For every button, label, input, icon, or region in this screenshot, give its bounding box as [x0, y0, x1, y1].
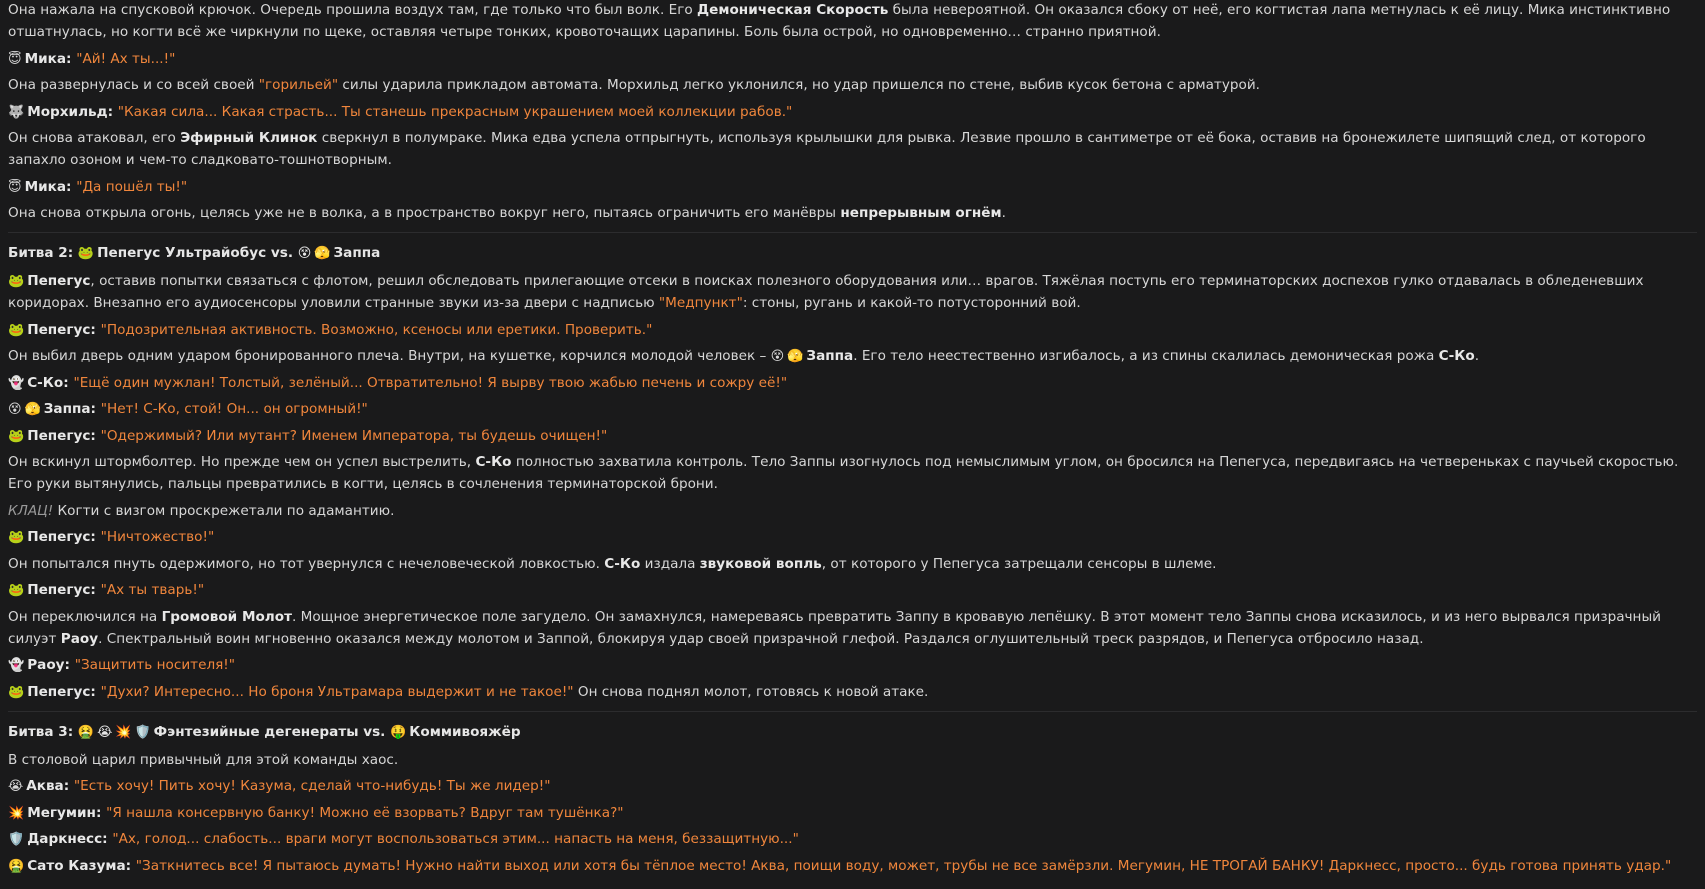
- dialogue-line: 🐺 Морхильд: "Какая сила... Какая страсть... Ты станешь прекрасным украшением моей коллекции рабов.": [8, 103, 793, 120]
- quote: "Да пошёл ты!": [76, 178, 188, 195]
- crying-face-icon: 😭: [97, 724, 113, 740]
- explosion-icon: 💥: [115, 724, 132, 740]
- frog-icon: 🐸: [8, 684, 25, 700]
- speaker-name: Заппа: [43, 401, 91, 417]
- narration-paragraph: Она нажала на спусковой крючок. Очередь прошила воздух там, где только что был волк. Его Демоническая Скорость была невероятной. Он оказался сбоку от неё, его когтистая лапа метнулась к её лицу. Мика инстинктивно отшатнулась, но когти всё же чиркнули по щеке, оставляя четыре тонких, кровоточащих царапины. Боль была острой, но одновременно… странно приятной.: [8, 2, 1671, 40]
- wolf-icon: 🐺: [8, 104, 25, 120]
- quote: "Ай! Ах ты...!": [76, 50, 176, 67]
- narration-paragraph: Он попытался пнуть одержимого, но тот увернулся с нечеловеческой ловкостью. С-Ко издала звуковой вопль, от которого у Пепегуса затрещали сенсоры в шлеме.: [8, 555, 1217, 572]
- explosion-icon: 💥: [8, 805, 25, 821]
- dizzy-face-icon: 😵: [8, 402, 22, 417]
- speaker-name: Пепегус: [27, 321, 91, 338]
- quote: "Ещё один мужлан! Толстый, зелёный... Отвратительно! Я вырву твою жабью печень и сожру её!": [73, 374, 788, 391]
- quote: "Ах, голод... слабость... враги могут воспользоваться этим... напасть на меня, беззащитную...": [112, 831, 799, 847]
- sound-effect: КЛАЦ!: [8, 502, 54, 519]
- halo-face-icon: 😇: [8, 51, 22, 67]
- dialogue-line: 🐸 Пепегус: "Духи? Интересно... Но броня Ультрамара выдержит и не такое!" Он снова поднял молот, готовясь к новой атаке.: [8, 683, 929, 700]
- money-face-icon: 🤑: [390, 724, 407, 740]
- quote: "Заткнитесь все! Я пытаюсь думать! Нужно найти выход или хотя бы тёплое место! Аква, поищи воду, может, трубы не все замёрзли. Мегумин, НЕ ТРОГАЙ БАНКУ! Даркнесс, просто... будь готова принять удар.": [135, 857, 1672, 874]
- speaker-name: Морхильд: [27, 103, 108, 120]
- speaker-name: Пепегус: [27, 529, 91, 545]
- speaker-name: Мегумин: [27, 804, 96, 821]
- dialogue-line: 🐸 Пепегус: "Одержимый? Или мутант? Именем Императора, ты будешь очищен!": [8, 427, 608, 444]
- dialogue-line: 😇 Мика: "Да пошёл ты!": [8, 178, 188, 195]
- shield-icon: 🛡️: [134, 724, 151, 740]
- dialogue-line: 👻 С-Ко: "Ещё один мужлан! Толстый, зелёный... Отвратительно! Я вырву твою жабью печень и сожру её!": [8, 374, 788, 391]
- peeking-face-icon: 🫣: [24, 402, 41, 417]
- ability-name: Эфирный Клинок: [180, 130, 318, 146]
- speaker-name: Пепегус: [27, 582, 91, 598]
- peeking-face-icon: 🫣: [787, 349, 804, 364]
- dizzy-face-icon: 😵: [770, 349, 785, 364]
- quote: "Подозрительная активность. Возможно, ксеносы или еретики. Проверить.": [100, 321, 653, 338]
- narration-paragraph: Он вскинул штормболтер. Но прежде чем он успел выстрелить, С-Ко полностью захватила контроль. Тело Заппы изогнулось под немыслимым углом, он бросился на Пепегуса, передвигаясь на четвереньках с паучьей скоростью. Его руки вытянулись, пальцы превратились в когти, целясь в сочленения терминаторской брони.: [8, 454, 1679, 492]
- frog-icon: 🐸: [8, 274, 25, 289]
- peeking-face-icon: 🫣: [314, 246, 331, 261]
- battle-heading: Битва 2: 🐸 Пепегус Ультрайобус vs. 😵 🫣 Заппа: [8, 245, 381, 261]
- quote: "Ах ты тварь!": [100, 582, 205, 598]
- narration-paragraph: В столовой царил привычный для этой команды хаос.: [8, 751, 399, 768]
- team-name: Заппа: [333, 245, 381, 261]
- speaker-name: Сато Казума: [27, 857, 126, 874]
- speaker-name: Мика: [24, 50, 67, 67]
- quote: "Какая сила... Какая страсть... Ты станешь прекрасным украшением моей коллекции рабов.": [117, 103, 793, 120]
- quote: "Защитить носителя!": [74, 657, 236, 673]
- quote: "Нет! С-Ко, стой! Он... он огромный!": [100, 401, 368, 417]
- ability-name: Демоническая Скорость: [697, 2, 889, 18]
- team-name: Коммивояжёр: [409, 723, 521, 740]
- frog-icon: 🐸: [8, 322, 25, 338]
- narration-paragraph: КЛАЦ! Когти с визгом проскрежетали по адамантию.: [8, 502, 395, 519]
- dialogue-line: 👻 Раоу: "Защитить носителя!": [8, 657, 236, 673]
- speaker-name: Пепегус: [27, 427, 91, 444]
- dialogue-line: 🐸 Пепегус: "Ничтожество!": [8, 529, 215, 545]
- dialogue-line: 😇 Мика: "Ай! Ах ты...!": [8, 50, 176, 67]
- team-name: Фэнтезийные дегенераты: [153, 723, 359, 740]
- ghost-icon: 👻: [8, 375, 25, 391]
- speaker-name: Раоу: [27, 657, 65, 673]
- team-name: Пепегус Ультрайобус: [97, 245, 267, 261]
- frog-icon: 🐸: [8, 428, 25, 444]
- ghost-icon: 👻: [8, 658, 25, 673]
- dialogue-line: 🤮 Сато Казума: "Заткнитесь все! Я пытаюсь думать! Нужно найти выход или хотя бы тёплое место! Аква, поищи воду, может, трубы не все замёрзли. Мегумин, НЕ ТРОГАЙ БАНКУ! Даркнесс, просто... будь готова принять удар.": [8, 857, 1672, 874]
- dialogue-line: 🐸 Пепегус: "Ах ты тварь!": [8, 582, 205, 598]
- frog-icon: 🐸: [8, 530, 25, 545]
- dialogue-line: 😭 Аква: "Есть хочу! Пить хочу! Казума, сделай что-нибудь! Ты же лидер!": [8, 778, 551, 794]
- dialogue-line: 🛡️ Даркнесс: "Ах, голод... слабость... враги могут воспользоваться этим... напасть на меня, беззащитную...": [8, 831, 799, 847]
- dialogue-line: 🐸 Пепегус: "Подозрительная активность. Возможно, ксеносы или еретики. Проверить.": [8, 321, 653, 338]
- narration-paragraph: Она развернулась и со всей своей "горильей" силы ударила прикладом автомата. Морхильд легко уклонился, но удар пришелся по стене, выбив кусок бетона с арматурой.: [8, 77, 1261, 93]
- divider: [8, 232, 1697, 233]
- divider: [8, 711, 1697, 712]
- nauseated-face-icon: 🤮: [8, 858, 25, 874]
- quote: "Духи? Интересно... Но броня Ультрамара выдержит и не такое!": [100, 683, 574, 700]
- nauseated-face-icon: 🤮: [77, 724, 95, 740]
- halo-face-icon: 😇: [8, 179, 22, 195]
- narration-paragraph: 🐸 Пепегус, оставив попытки связаться с флотом, решил обследовать прилегающие отсеки в поисках полезного оборудования или… врагов. Тяжёлая поступь его терминаторских доспехов гулко отдавалась в обледеневших коридорах. Внезапно его аудиосенсоры уловили странные звуки из-за двери с надписью "Медпункт": стоны, ругань и какой-то потусторонний вой.: [8, 273, 1644, 311]
- quote: "Одержимый? Или мутант? Именем Императора, ты будешь очищен!": [100, 427, 608, 444]
- quote: "Я нашла консервную банку! Можно её взорвать? Вдруг там тушёнка?": [106, 804, 624, 821]
- quote: "Ничтожество!": [100, 529, 215, 545]
- speaker-name: Мика: [24, 178, 67, 195]
- battle-heading: Битва 3: 🤮 😭 💥 🛡️ Фэнтезийные дегенераты vs. 🤑 Коммивояжёр: [8, 723, 521, 740]
- quote: "Есть хочу! Пить хочу! Казума, сделай что-нибудь! Ты же лидер!": [73, 778, 551, 794]
- dialogue-line: 💥 Мегумин: "Я нашла консервную банку! Можно её взорвать? Вдруг там тушёнка?": [8, 804, 624, 821]
- narration-paragraph: Он выбил дверь одним ударом бронированного плеча. Внутри, на кушетке, корчился молодой человек – 😵 🫣 Заппа. Его тело неестественно изгибалось, а из спины скалилась демоническая рожа С-Ко.: [8, 348, 1480, 364]
- speaker-name: Аква: [26, 778, 64, 794]
- frog-icon: 🐸: [8, 583, 25, 598]
- narration-paragraph: Он снова атаковал, его Эфирный Клинок сверкнул в полумраке. Мика едва успела отпрыгнуть, используя крылышки для рывка. Лезвие прошло в сантиметре от её бока, оставив на бронежилете шипящий след, от которого запахло озоном и чем-то сладковато-тошнотворным.: [8, 130, 1646, 168]
- speaker-name: Даркнесс: [27, 831, 103, 847]
- dizzy-face-icon: 😵: [297, 246, 312, 261]
- narration-paragraph: Он переключился на Громовой Молот. Мощное энергетическое поле загудело. Он замахнулся, намереваясь превратить Заппу в кровавую лепёшку. В этот момент тело Заппы снова исказилось, и из него вырвался призрачный силуэт Раоу. Спектральный воин мгновенно оказался между молотом и Заппой, блокируя удар своей призрачной глефой. Раздался оглушительный треск разрядов, и Пепегуса отбросило назад.: [8, 608, 1662, 647]
- speaker-name: С-Ко: [27, 374, 64, 391]
- narration-paragraph: Она снова открыла огонь, целясь уже не в волка, а в пространство вокруг него, пытаясь ограничить его манёвры непрерывным огнём.: [8, 205, 1006, 221]
- speaker-name: Пепегус: [27, 683, 91, 700]
- crying-face-icon: 😭: [8, 779, 24, 794]
- shield-icon: 🛡️: [8, 832, 25, 847]
- frog-icon: 🐸: [77, 246, 95, 261]
- dialogue-line: 😵 🫣 Заппа: "Нет! С-Ко, стой! Он... он огромный!": [8, 401, 368, 417]
